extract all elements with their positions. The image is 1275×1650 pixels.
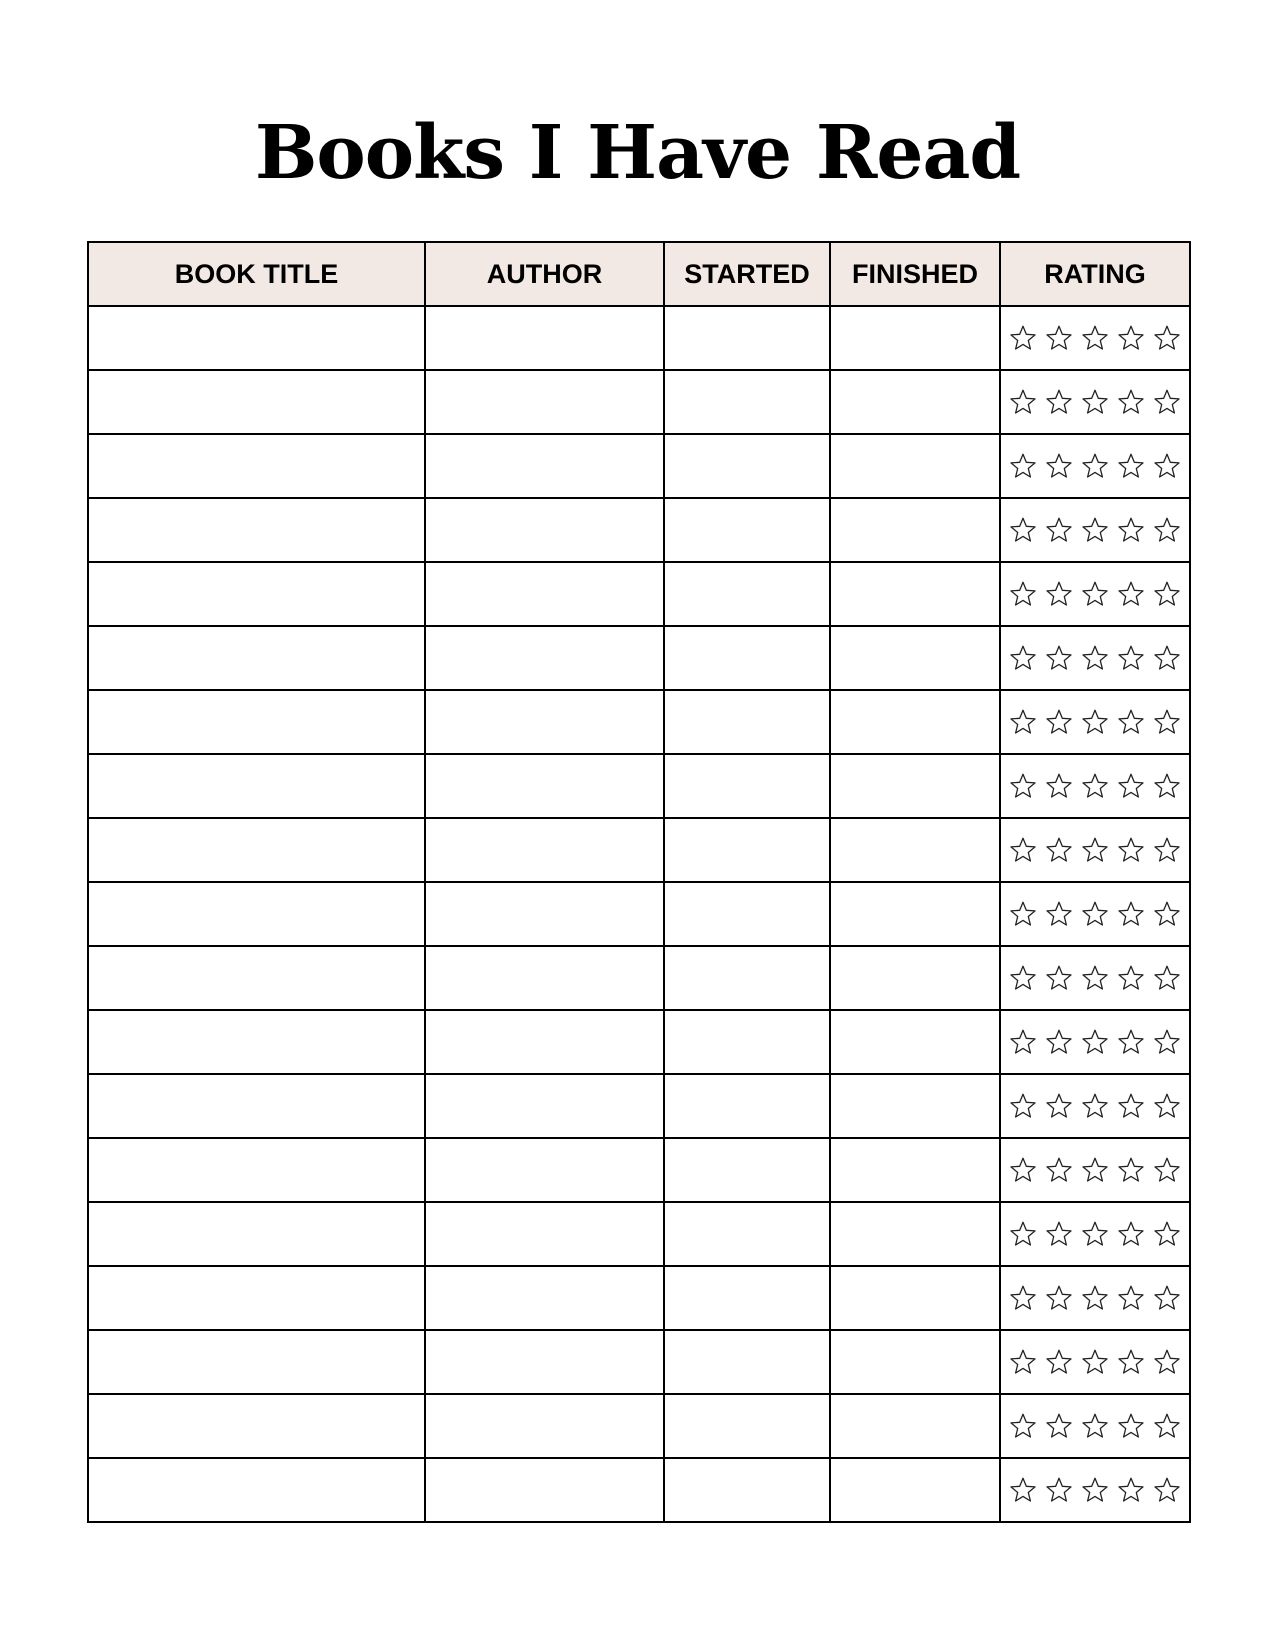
star-icon[interactable] xyxy=(1153,324,1181,352)
star-icon[interactable] xyxy=(1009,1028,1037,1056)
rating-cell xyxy=(1000,1266,1190,1330)
started-cell[interactable] xyxy=(664,1074,830,1138)
table-row xyxy=(88,562,1190,626)
started-cell[interactable] xyxy=(664,818,830,882)
started-cell[interactable] xyxy=(664,1394,830,1458)
finished-cell[interactable] xyxy=(830,946,1000,1010)
finished-cell[interactable] xyxy=(830,306,1000,370)
table-row xyxy=(88,946,1190,1010)
finished-cell[interactable] xyxy=(830,1266,1000,1330)
column-header-author: AUTHOR xyxy=(425,242,664,306)
started-cell[interactable] xyxy=(664,882,830,946)
star-icon[interactable] xyxy=(1009,1220,1037,1248)
finished-cell[interactable] xyxy=(830,1202,1000,1266)
rating-cell xyxy=(1000,1074,1190,1138)
author-cell[interactable] xyxy=(425,626,664,690)
table-row xyxy=(88,306,1190,370)
star-icon[interactable] xyxy=(1117,1348,1145,1376)
started-cell[interactable] xyxy=(664,946,830,1010)
started-cell[interactable] xyxy=(664,626,830,690)
star-icon[interactable] xyxy=(1081,452,1109,480)
star-icon[interactable] xyxy=(1153,1348,1181,1376)
finished-cell[interactable] xyxy=(830,1138,1000,1202)
book-title-cell[interactable] xyxy=(88,690,425,754)
star-icon[interactable] xyxy=(1081,1476,1109,1504)
finished-cell[interactable] xyxy=(830,1458,1000,1522)
book-title-cell[interactable] xyxy=(88,434,425,498)
star-icon[interactable] xyxy=(1081,900,1109,928)
book-title-cell[interactable] xyxy=(88,306,425,370)
table-row xyxy=(88,370,1190,434)
star-icon[interactable] xyxy=(1153,1476,1181,1504)
started-cell[interactable] xyxy=(664,1138,830,1202)
star-icon[interactable] xyxy=(1045,516,1073,544)
rating-cell xyxy=(1000,434,1190,498)
star-icon[interactable] xyxy=(1009,1412,1037,1440)
book-title-cell[interactable] xyxy=(88,1458,425,1522)
star-icon[interactable] xyxy=(1081,708,1109,736)
star-icon[interactable] xyxy=(1117,1476,1145,1504)
star-icon[interactable] xyxy=(1045,1412,1073,1440)
book-title-cell[interactable] xyxy=(88,498,425,562)
star-icon[interactable] xyxy=(1117,772,1145,800)
rating-cell xyxy=(1000,1138,1190,1202)
star-icon[interactable] xyxy=(1153,964,1181,992)
book-title-cell[interactable] xyxy=(88,1202,425,1266)
rating-cell xyxy=(1000,946,1190,1010)
book-title-cell[interactable] xyxy=(88,562,425,626)
star-icon[interactable] xyxy=(1117,580,1145,608)
star-icon[interactable] xyxy=(1117,1028,1145,1056)
star-icon[interactable] xyxy=(1117,644,1145,672)
rating-cell xyxy=(1000,370,1190,434)
star-icon[interactable] xyxy=(1153,708,1181,736)
finished-cell[interactable] xyxy=(830,754,1000,818)
author-cell[interactable] xyxy=(425,370,664,434)
star-icon[interactable] xyxy=(1009,964,1037,992)
star-icon[interactable] xyxy=(1045,964,1073,992)
star-icon[interactable] xyxy=(1081,644,1109,672)
star-icon[interactable] xyxy=(1045,1220,1073,1248)
finished-cell[interactable] xyxy=(830,690,1000,754)
star-icon[interactable] xyxy=(1045,1348,1073,1376)
started-cell[interactable] xyxy=(664,690,830,754)
star-icon[interactable] xyxy=(1117,452,1145,480)
star-icon[interactable] xyxy=(1117,708,1145,736)
reading-log-table xyxy=(87,241,1191,1523)
star-icon[interactable] xyxy=(1045,1092,1073,1120)
star-icon[interactable] xyxy=(1045,1028,1073,1056)
author-cell[interactable] xyxy=(425,1394,664,1458)
star-icon[interactable] xyxy=(1009,900,1037,928)
table-row xyxy=(88,434,1190,498)
rating-cell xyxy=(1000,818,1190,882)
rating-cell xyxy=(1000,562,1190,626)
star-icon[interactable] xyxy=(1009,516,1037,544)
started-cell[interactable] xyxy=(664,562,830,626)
star-icon[interactable] xyxy=(1009,452,1037,480)
table-row xyxy=(88,498,1190,562)
table-row xyxy=(88,1394,1190,1458)
table-row xyxy=(88,754,1190,818)
star-icon[interactable] xyxy=(1117,1092,1145,1120)
star-icon[interactable] xyxy=(1009,836,1037,864)
star-icon[interactable] xyxy=(1081,516,1109,544)
author-cell[interactable] xyxy=(425,1330,664,1394)
started-cell[interactable] xyxy=(664,1330,830,1394)
author-cell[interactable] xyxy=(425,434,664,498)
started-cell[interactable] xyxy=(664,1010,830,1074)
star-icon[interactable] xyxy=(1045,1476,1073,1504)
star-icon[interactable] xyxy=(1117,836,1145,864)
page-title: Books I Have Read xyxy=(254,110,1021,196)
star-icon[interactable] xyxy=(1081,580,1109,608)
star-icon[interactable] xyxy=(1045,708,1073,736)
star-icon[interactable] xyxy=(1153,580,1181,608)
book-title-cell[interactable] xyxy=(88,370,425,434)
star-icon[interactable] xyxy=(1117,964,1145,992)
star-icon[interactable] xyxy=(1081,1284,1109,1312)
star-icon[interactable] xyxy=(1009,1156,1037,1184)
star-icon[interactable] xyxy=(1117,1156,1145,1184)
finished-cell[interactable] xyxy=(830,1330,1000,1394)
book-title-cell[interactable] xyxy=(88,1330,425,1394)
column-header-finished: FINISHED xyxy=(830,242,1000,306)
star-icon[interactable] xyxy=(1117,388,1145,416)
started-cell[interactable] xyxy=(664,306,830,370)
rating-cell xyxy=(1000,754,1190,818)
table-row xyxy=(88,1458,1190,1522)
star-icon[interactable] xyxy=(1081,324,1109,352)
author-cell[interactable] xyxy=(425,1202,664,1266)
star-icon[interactable] xyxy=(1009,1092,1037,1120)
table-row xyxy=(88,1266,1190,1330)
started-cell[interactable] xyxy=(664,434,830,498)
table-row xyxy=(88,690,1190,754)
book-title-cell[interactable] xyxy=(88,1394,425,1458)
star-icon[interactable] xyxy=(1009,1284,1037,1312)
star-icon[interactable] xyxy=(1009,708,1037,736)
finished-cell[interactable] xyxy=(830,1394,1000,1458)
author-cell[interactable] xyxy=(425,1074,664,1138)
rating-cell xyxy=(1000,1010,1190,1074)
star-icon[interactable] xyxy=(1081,1348,1109,1376)
star-icon[interactable] xyxy=(1045,644,1073,672)
star-icon[interactable] xyxy=(1009,388,1037,416)
author-cell[interactable] xyxy=(425,1266,664,1330)
star-icon[interactable] xyxy=(1009,580,1037,608)
book-title-cell[interactable] xyxy=(88,1010,425,1074)
table-row xyxy=(88,1010,1190,1074)
star-icon[interactable] xyxy=(1153,1156,1181,1184)
star-icon[interactable] xyxy=(1117,1412,1145,1440)
table-row xyxy=(88,1330,1190,1394)
author-cell[interactable] xyxy=(425,1138,664,1202)
star-icon[interactable] xyxy=(1081,1220,1109,1248)
author-cell[interactable] xyxy=(425,754,664,818)
author-cell[interactable] xyxy=(425,562,664,626)
book-title-cell[interactable] xyxy=(88,754,425,818)
started-cell[interactable] xyxy=(664,370,830,434)
table-row xyxy=(88,882,1190,946)
star-icon[interactable] xyxy=(1153,1412,1181,1440)
star-icon[interactable] xyxy=(1153,1092,1181,1120)
star-icon[interactable] xyxy=(1117,1284,1145,1312)
star-icon[interactable] xyxy=(1117,324,1145,352)
star-icon[interactable] xyxy=(1153,452,1181,480)
started-cell[interactable] xyxy=(664,1458,830,1522)
star-icon[interactable] xyxy=(1153,1284,1181,1312)
star-icon[interactable] xyxy=(1117,1220,1145,1248)
table-row xyxy=(88,818,1190,882)
rating-cell xyxy=(1000,690,1190,754)
author-cell[interactable] xyxy=(425,1458,664,1522)
star-icon[interactable] xyxy=(1081,772,1109,800)
rating-cell xyxy=(1000,306,1190,370)
finished-cell[interactable] xyxy=(830,370,1000,434)
star-icon[interactable] xyxy=(1153,644,1181,672)
star-icon[interactable] xyxy=(1081,836,1109,864)
book-title-cell[interactable] xyxy=(88,818,425,882)
star-icon[interactable] xyxy=(1153,1028,1181,1056)
finished-cell[interactable] xyxy=(830,562,1000,626)
star-icon[interactable] xyxy=(1009,644,1037,672)
star-icon[interactable] xyxy=(1045,452,1073,480)
started-cell[interactable] xyxy=(664,1202,830,1266)
book-title-cell[interactable] xyxy=(88,626,425,690)
rating-cell xyxy=(1000,1202,1190,1266)
star-icon[interactable] xyxy=(1117,900,1145,928)
finished-cell[interactable] xyxy=(830,818,1000,882)
table-row xyxy=(88,1074,1190,1138)
finished-cell[interactable] xyxy=(830,434,1000,498)
finished-cell[interactable] xyxy=(830,882,1000,946)
book-title-cell[interactable] xyxy=(88,882,425,946)
column-header-started: STARTED xyxy=(664,242,830,306)
star-icon[interactable] xyxy=(1045,324,1073,352)
star-icon[interactable] xyxy=(1045,580,1073,608)
started-cell[interactable] xyxy=(664,1266,830,1330)
finished-cell[interactable] xyxy=(830,498,1000,562)
rating-cell xyxy=(1000,626,1190,690)
rating-cell xyxy=(1000,1458,1190,1522)
star-icon[interactable] xyxy=(1045,772,1073,800)
star-icon[interactable] xyxy=(1045,388,1073,416)
star-icon[interactable] xyxy=(1153,772,1181,800)
star-icon[interactable] xyxy=(1009,1348,1037,1376)
book-title-cell[interactable] xyxy=(88,1138,425,1202)
star-icon[interactable] xyxy=(1009,772,1037,800)
star-icon[interactable] xyxy=(1153,900,1181,928)
table-row xyxy=(88,626,1190,690)
table-header-row xyxy=(88,242,1190,306)
star-icon[interactable] xyxy=(1153,1220,1181,1248)
started-cell[interactable] xyxy=(664,498,830,562)
star-icon[interactable] xyxy=(1045,836,1073,864)
book-title-cell[interactable] xyxy=(88,1266,425,1330)
star-icon[interactable] xyxy=(1045,900,1073,928)
author-cell[interactable] xyxy=(425,306,664,370)
star-icon[interactable] xyxy=(1153,516,1181,544)
star-icon[interactable] xyxy=(1081,1092,1109,1120)
star-icon[interactable] xyxy=(1081,1412,1109,1440)
started-cell[interactable] xyxy=(664,754,830,818)
star-icon[interactable] xyxy=(1081,1156,1109,1184)
author-cell[interactable] xyxy=(425,882,664,946)
book-title-cell[interactable] xyxy=(88,946,425,1010)
column-header-rating: RATING xyxy=(1000,242,1190,306)
rating-cell xyxy=(1000,882,1190,946)
rating-cell xyxy=(1000,498,1190,562)
author-cell[interactable] xyxy=(425,1010,664,1074)
star-icon[interactable] xyxy=(1153,836,1181,864)
table-row xyxy=(88,1138,1190,1202)
star-icon[interactable] xyxy=(1081,964,1109,992)
star-icon[interactable] xyxy=(1081,1028,1109,1056)
star-icon[interactable] xyxy=(1153,388,1181,416)
rating-cell xyxy=(1000,1330,1190,1394)
star-icon[interactable] xyxy=(1081,388,1109,416)
finished-cell[interactable] xyxy=(830,1010,1000,1074)
star-icon[interactable] xyxy=(1045,1284,1073,1312)
finished-cell[interactable] xyxy=(830,626,1000,690)
author-cell[interactable] xyxy=(425,690,664,754)
star-icon[interactable] xyxy=(1009,324,1037,352)
table-body xyxy=(88,306,1190,1522)
book-title-cell[interactable] xyxy=(88,1074,425,1138)
author-cell[interactable] xyxy=(425,498,664,562)
star-icon[interactable] xyxy=(1045,1156,1073,1184)
star-icon[interactable] xyxy=(1117,516,1145,544)
author-cell[interactable] xyxy=(425,818,664,882)
rating-cell xyxy=(1000,1394,1190,1458)
star-icon[interactable] xyxy=(1009,1476,1037,1504)
author-cell[interactable] xyxy=(425,946,664,1010)
column-header-book-title: BOOK TITLE xyxy=(88,242,425,306)
finished-cell[interactable] xyxy=(830,1074,1000,1138)
table-row xyxy=(88,1202,1190,1266)
